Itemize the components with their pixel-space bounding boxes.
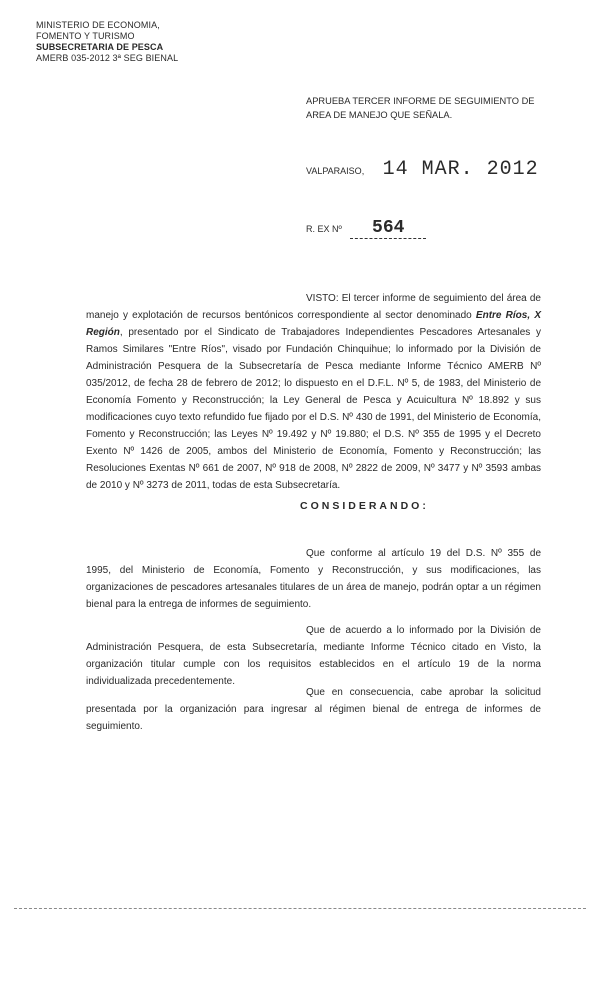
considerando-paragraph-3: Que en consecuencia, cabe aprobar la solicitud presentada por la organización para ingresar al régimen bienal de entrega de informes de seguimiento.: [86, 687, 541, 732]
letterhead-reference: AMERB 035-2012 3ª SEG BIENAL: [36, 53, 179, 63]
considerando-paragraph-1: Que conforme al artículo 19 del D.S. Nº 355 de 1995, del Ministerio de Economía, Fomento y Reconstrucción, y sus modificaciones, las organizaciones de pescadores artesanales titulares de un área de manejo, podrán optar a un régimen bienal para la entrega de informes de seguimiento.: [86, 548, 541, 610]
place: VALPARAISO,: [306, 166, 365, 176]
considerando-heading: CONSIDERANDO:: [300, 500, 429, 512]
stamp-date: 14 MAR. 2012: [382, 158, 539, 181]
visto-paragraph: [86, 290, 541, 494]
resolution-number-value: 564: [350, 218, 426, 239]
visto-text-1: VISTO: El tercer informe de seguimiento del área de manejo y explotación de recursos bentónicos correspondiente al sector denominado: [86, 293, 541, 321]
resolution-number: [306, 218, 426, 239]
letterhead: [36, 20, 178, 64]
considerando-paragraph-2: Que de acuerdo a lo informado por la División de Administración Pesquera, de esta Subsecretaría, mediante Informe Técnico citado en Visto, la organización titular cumple con los requisitos establecidos en el artículo 19 de la norma individualizada precedentemente.: [86, 625, 541, 687]
resolution-label: R. EX Nº: [306, 224, 342, 234]
visto-text-2: , presentado por el Sindicato de Trabajadores Independientes Pescadores Artesanales y Ramos Similares "Entre Ríos", visado por Fundación Chinquihue; lo informado por la División de Administración Pesquera de la Subsecretaría de Pesca mediante Informe Técnico AMERB Nº 035/2012, de fecha 28 de febrero de 2012; lo dispuesto en el D.F.L. Nº 5, de 1983, del Ministerio de Economía Fomento y Reconstrucción; la Ley General de Pesca y Acuicultura Nº 18.892 y sus modificaciones cuyo texto refundido fue fijado por el D.S. Nº 430 de 1991, del Ministerio de Economía, Fomento y Reconstrucción; las Leyes Nº 19.492 y Nº 19.880; el D.S. Nº 355 de 1995 y el Decreto Exento Nº 1426 de 2005, ambos del Ministerio de Economía, Fomento y Reconstrucción; las Resoluciones Exentas Nº 661 de 2007, Nº 918 de 2008, Nº 2822 de 2009, Nº 3477 y Nº 3593 ambas de 2010 y Nº 3273 de 2011, todas de esta Subsecretaría.: [86, 327, 541, 491]
visto-sector: Entre Ríos, X Región: [86, 310, 541, 338]
footer-divider: [14, 908, 586, 909]
letterhead-ministry: MINISTERIO DE ECONOMIA,: [36, 20, 160, 30]
place-date: [306, 158, 539, 181]
letterhead-ministry-2: FOMENTO Y TURISMO: [36, 31, 135, 41]
letterhead-subsecretaria: SUBSECRETARIA DE PESCA: [36, 42, 164, 52]
document-subject: APRUEBA TERCER INFORME DE SEGUIMIENTO DE AREA DE MANEJO QUE SEÑALA.: [306, 96, 535, 120]
